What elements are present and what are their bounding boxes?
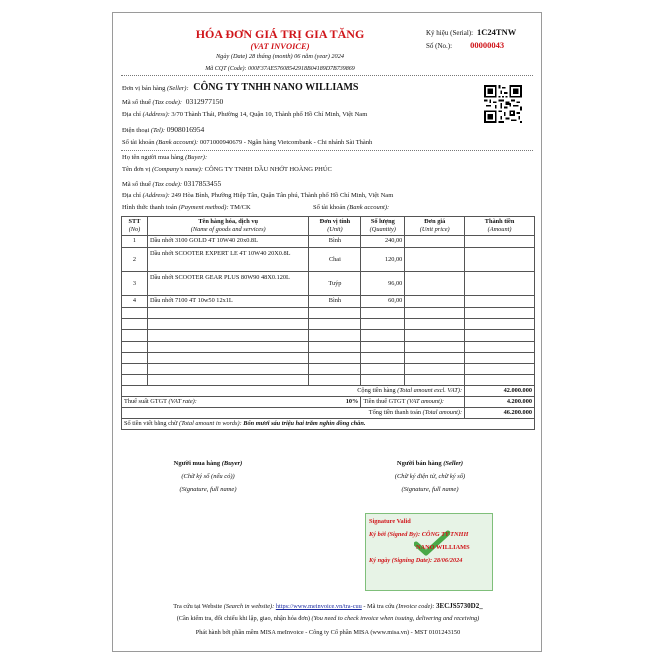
total-row: Tổng tiền thanh toán (Total amount): 46.200.000 xyxy=(122,408,535,419)
seller-name-row: Đơn vị bán hàng (Seller): CÔNG TY TNHH NANO WILLIAMS xyxy=(122,82,359,93)
seller-phone-row: Điện thoại (Tel): 0908016954 xyxy=(122,125,205,134)
seller-signature-block: Người bán hàng (Seller) (Chữ ký điện tử, chữ ký số) (Signature, full name) xyxy=(394,460,466,493)
table-row-empty xyxy=(122,330,535,341)
invoice-date: Ngày (Date) 28 tháng (month) 06 năm (year) 2024 xyxy=(215,53,344,60)
table-row-empty xyxy=(122,363,535,374)
col-header-name: Tên hàng hóa, dịch vụ (Name of goods and services) xyxy=(147,217,309,236)
col-header-unit: Đơn vị tính (Unit) xyxy=(309,217,361,236)
table-row-empty xyxy=(122,308,535,319)
amount-in-words-row: Số tiền viết bằng chữ (Total amount in words): Bốn mươi sáu triệu hai trăm nghìn đồng chẵn. xyxy=(122,419,535,430)
seller-name: CÔNG TY TNHH NANO WILLIAMS xyxy=(193,82,359,93)
check-note: (Cần kiểm tra, đối chiếu khi lập, giao, nhận hóa đơn) (You need to check invoice when issuing, delivering and receiving) xyxy=(176,615,480,622)
vat-rate: 10% xyxy=(345,398,359,406)
subtotal-row: Cộng tiền hàng (Total amount excl. VAT): 42.000.000 xyxy=(122,386,535,397)
col-header-price: Đơn giá (Unit price) xyxy=(405,217,465,236)
col-header-no: STT (No) xyxy=(122,217,148,236)
table-header-row xyxy=(122,217,535,236)
qr-code xyxy=(484,85,522,123)
divider xyxy=(121,150,533,151)
invoice-subtitle: (VAT INVOICE) xyxy=(250,41,310,51)
vat-amount: 4.200.000 xyxy=(465,397,535,408)
invoice-title: HÓA ĐƠN GIÁ TRỊ GIA TĂNG xyxy=(195,27,365,41)
signature-valid-label: Signature Valid xyxy=(369,518,411,525)
buyer-address-row: Địa chỉ (Address): 249 Hòa Bình, Phường Hiệp Tân, Quận Tân phú, Thành phố Hồ Chí Minh, Việt Nam xyxy=(122,192,394,199)
subtotal-value: 42.000.000 xyxy=(465,386,535,397)
buyer-bank-row: Số tài khoản (Bank account): xyxy=(313,204,390,211)
table-row-empty xyxy=(122,375,535,386)
buyer-payment-row: Hình thức thanh toán (Payment method): TM/CK xyxy=(122,204,251,211)
seller-bank-row: Số tài khoản (Bank account): 0071000940679 - Ngân hàng Vietcombank - Chi nhánh Sài Thành xyxy=(122,139,373,146)
invoice-serial: Ký hiệu (Serial): 1C24TNW xyxy=(426,27,517,37)
invoice-number: Số (No.): 00000043 xyxy=(426,40,505,50)
invoice-lookup-code: 3ECJS5730D2_ xyxy=(436,602,483,610)
divider xyxy=(121,75,533,76)
buyer-signature-block: Người mua hàng (Buyer) (Chữ ký số (nếu có)) (Signature, full name) xyxy=(173,460,243,493)
amount-in-words: Bốn mươi sáu triệu hai trăm nghìn đồng chẵn. xyxy=(243,420,366,428)
table-row: 4 Dầu nhớt 7100 4T 10w50 12x1L Bình 60,00 xyxy=(122,296,535,308)
table-row: 2 Dầu nhớt SCOOTER EXPERT LE 4T 10W40 20X0.8L Chai 120,00 xyxy=(122,248,535,272)
table-row-empty xyxy=(122,341,535,352)
table-row-empty xyxy=(122,352,535,363)
buyer-tax-row: Mã số thuế (Tax code): 0317853455 xyxy=(122,179,222,188)
lookup-link[interactable]: https://www.meinvoice.vn/tra-cuu xyxy=(275,603,362,610)
signed-by-label: Ký bởi (Signed By): CÔNG TY TNHH xyxy=(369,531,469,538)
seller-tax-row: Mã số thuế (Tax code): 0312977150 xyxy=(122,97,224,106)
total-value: 46.200.000 xyxy=(465,408,535,419)
table-row-empty xyxy=(122,319,535,330)
signing-date: Ký ngày (Signing Date): 28/06/2024 xyxy=(369,557,463,564)
seller-address-row: Địa chỉ (Address): 3/70 Thành Thái, Phường 14, Quận 10, Thành phố Hồ Chí Minh, Việt Nam xyxy=(122,111,368,118)
tax-authority-code: Mã CQT (Code): 000F37AE57608542918B04189D7B739869 xyxy=(205,66,355,72)
table-row: 1 Dầu nhớt 3100 GOLD 4T 10W40 20x0.8L Bình 240,00 xyxy=(122,236,535,248)
table-row: 3 Dầu nhớt SCOOTER GEAR PLUS 80W90 48X0.120L Tuýp 96,00 xyxy=(122,272,535,296)
buyer-name-row: Họ tên người mua hàng (Buyer): xyxy=(122,154,208,161)
col-header-qty: Số lượng (Quantity) xyxy=(361,217,405,236)
items-table xyxy=(121,216,535,430)
signed-by-name: NANO WILLIAMS xyxy=(416,544,470,551)
vat-row: Thuế suất GTGT (VAT rate): 10% Tiền thuế GTGT (VAT amount): 4.200.000 xyxy=(122,397,535,408)
buyer-company-row: Tên đơn vị (Company's name): CÔNG TY TNHH DẦU NHỚT HOÀNG PHÚC xyxy=(122,166,332,173)
invoice-page xyxy=(112,12,542,652)
lookup-line: Tra cứu tại Website (Search in website): https://www.meinvoice.vn/tra-cuu - Mã tra cứu (Invoice code): 3ECJS5730D2_ xyxy=(173,602,483,610)
digital-signature-box xyxy=(365,513,493,591)
col-header-amount: Thành tiền (Amount) xyxy=(465,217,535,236)
publisher-line: Phát hành bởi phần mềm MISA meInvoice - Công ty Cổ phần MISA (www.misa.vn) - MST 0101243150 xyxy=(195,629,461,636)
